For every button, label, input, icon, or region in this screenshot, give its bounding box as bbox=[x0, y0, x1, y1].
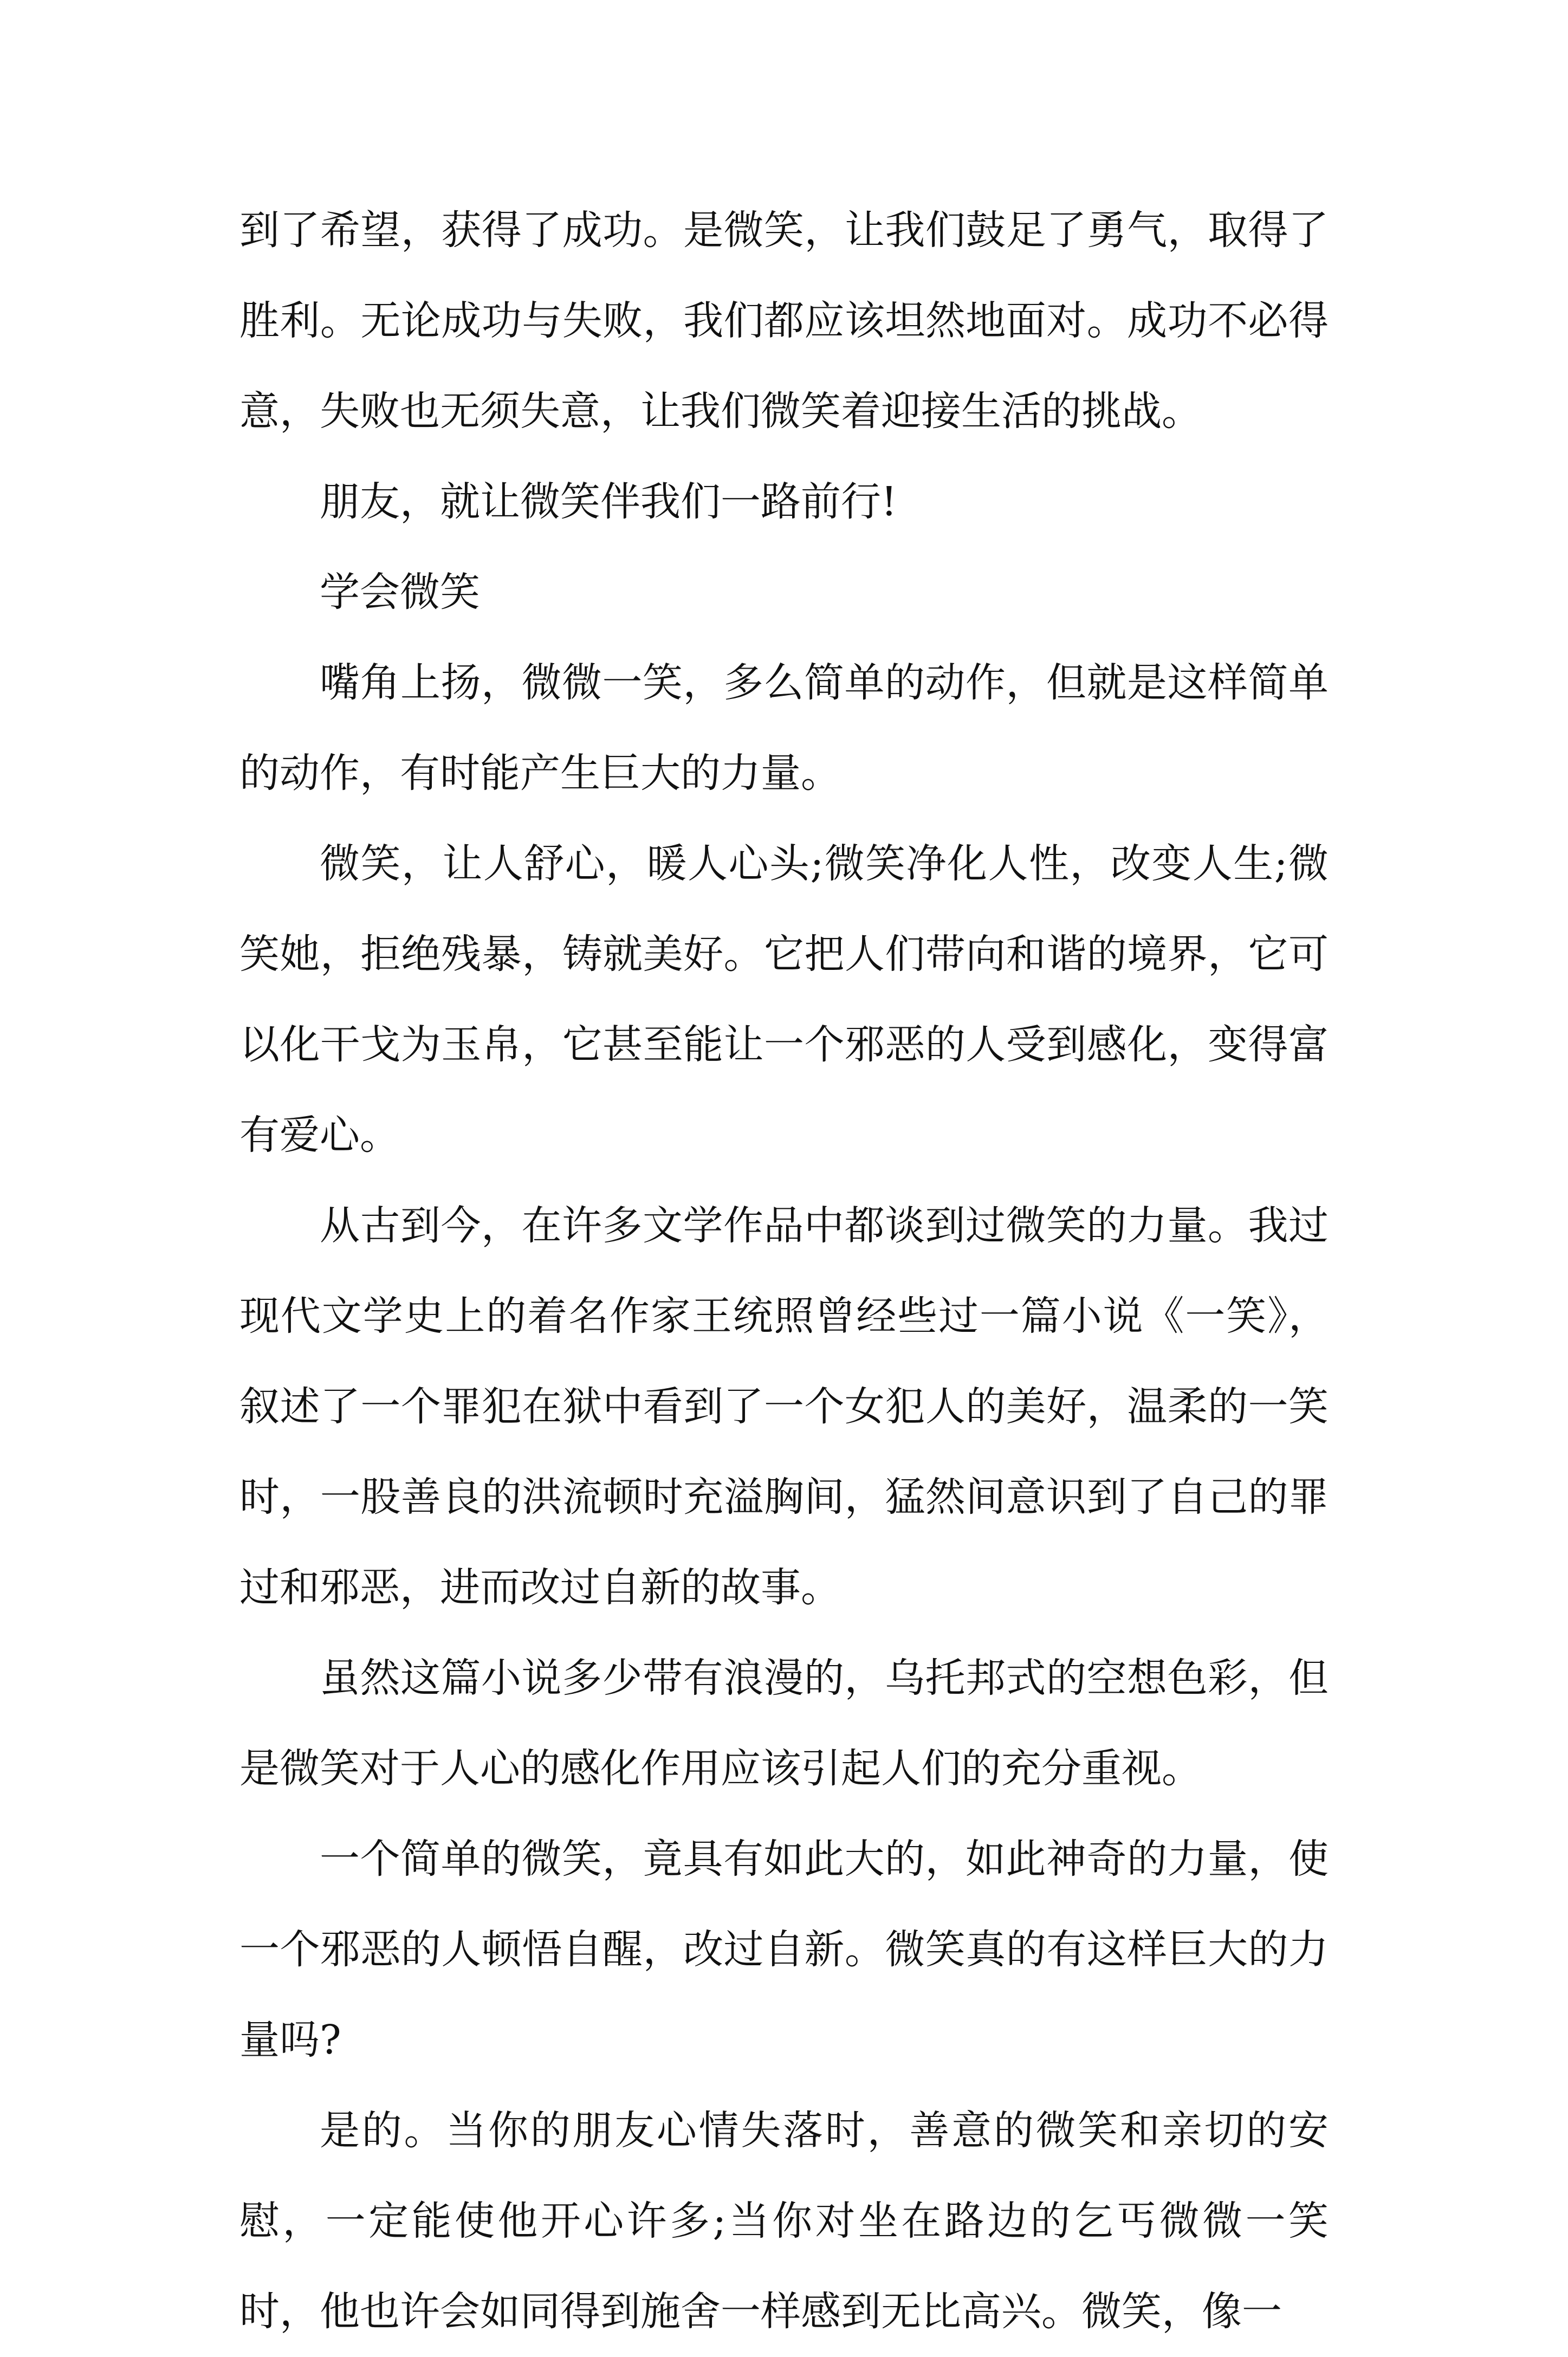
paragraph: 微笑，让人舒心，暖人心头;微笑净化人性，改变人生;微笑她，拒绝残暴，铸就美好。它把人们带向和谐的境界，它可以化干戈为玉帛，它甚至能让一个邪恶的人受到感化，变得富有爱心。 bbox=[239, 840, 1329, 1158]
paragraph: 虽然这篇小说多少带有浪漫的，乌托邦式的空想色彩，但是微笑对于人心的感化作用应该引起人们的充分重视。 bbox=[239, 1655, 1329, 1792]
paragraph: 一个简单的微笑，竟具有如此大的，如此神奇的力量，使一个邪恶的人顿悟自醒，改过自新。微笑真的有这样巨大的力量吗? bbox=[239, 1836, 1329, 2063]
paragraph: 从古到今，在许多文学作品中都谈到过微笑的力量。我过现代文学史上的着名作家王统照曾经些过一篇小说《一笑》，叙述了一个罪犯在狱中看到了一个女犯人的美好，温柔的一笑时，一股善良的洪流顿时充溢胸间，猛然间意识到了自己的罪过和邪恶，进而改过自新的故事。 bbox=[239, 1202, 1329, 1611]
paragraph-friend-closing: 朋友，就让微笑伴我们一路前行! bbox=[320, 478, 897, 525]
paragraph: 嘴角上扬，微微一笑，多么简单的动作，但就是这样简单的动作，有时能产生巨大的力量。 bbox=[239, 659, 1329, 797]
body-text bbox=[239, 185, 1329, 2357]
section-heading: 学会微笑 bbox=[320, 569, 480, 616]
paragraph-continuation: 到了希望，获得了成功。是微笑，让我们鼓足了勇气，取得了胜利。无论成功与失败，我们都应该坦然地面对。成功不必得意，失败也无须失意，让我们微笑着迎接生活的挑战。 bbox=[239, 207, 1329, 435]
paragraph: 是的。当你的朋友心情失落时，善意的微笑和亲切的安慰，一定能使他开心许多;当你对坐在路边的乞丐微微一笑时，他也许会如同得到施舍一样感到无比高兴。微笑，像一 bbox=[239, 2107, 1329, 2335]
